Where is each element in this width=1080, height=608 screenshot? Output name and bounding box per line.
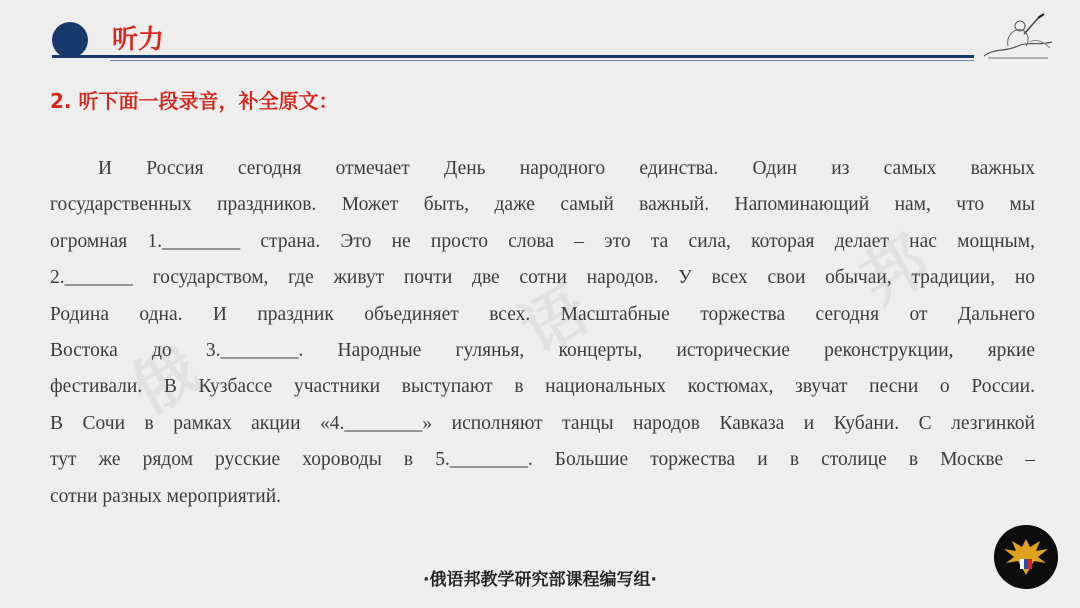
text-line: сотни разных мероприятий.: [50, 485, 282, 507]
task-heading: 2. 听下面一段录音，补全原文：: [50, 89, 339, 113]
watermark: 俄: [118, 333, 212, 430]
header-bullet-icon: [52, 22, 88, 58]
watermark: 邦: [848, 223, 942, 320]
text-line: И Россия сегодня отмечает День народного единства. Один из самых важных: [98, 158, 1035, 179]
header-divider: [52, 55, 974, 58]
text-line: Востока до 3.________. Народные гулянья, концерты, исторические реконструкции, яркие: [50, 339, 1035, 361]
section-title: 听力: [112, 25, 165, 55]
text-line: фестивали. В Кузбассе участники выступают в национальных костюмах, звучат песни о России.: [50, 376, 1035, 398]
listening-text: [50, 151, 1035, 515]
text-line: огромная 1.________ страна. Это не просто слова – это та сила, которая делает нас мощным,: [50, 230, 1035, 252]
text-line: Родина одна. И праздник объединяет всех. Масштабные торжества сегодня от Дальнего: [50, 303, 1035, 325]
footer-credit: ·俄语邦教学研究部课程编写组·: [423, 570, 657, 590]
text-line: В Сочи в рамках акции «4.________» исполняют танцы народов Кавказа и Кубани. С лезгинкой: [50, 412, 1035, 434]
watermark: 语: [508, 273, 602, 370]
text-line: 2._______ государством, где живут почти две сотни народов. У всех свои обычаи, традиции, но: [50, 267, 1035, 289]
header-divider-thin: [110, 60, 974, 61]
eagle-logo-icon: [994, 525, 1058, 589]
text-line: государственных праздников. Может быть, даже самый важный. Напоминающий нам, что мы: [50, 194, 1035, 216]
pen-writer-sketch-icon: [978, 12, 1060, 64]
text-line: тут же рядом русские хороводы в 5.________. Большие торжества и в столице в Москве –: [50, 449, 1035, 471]
